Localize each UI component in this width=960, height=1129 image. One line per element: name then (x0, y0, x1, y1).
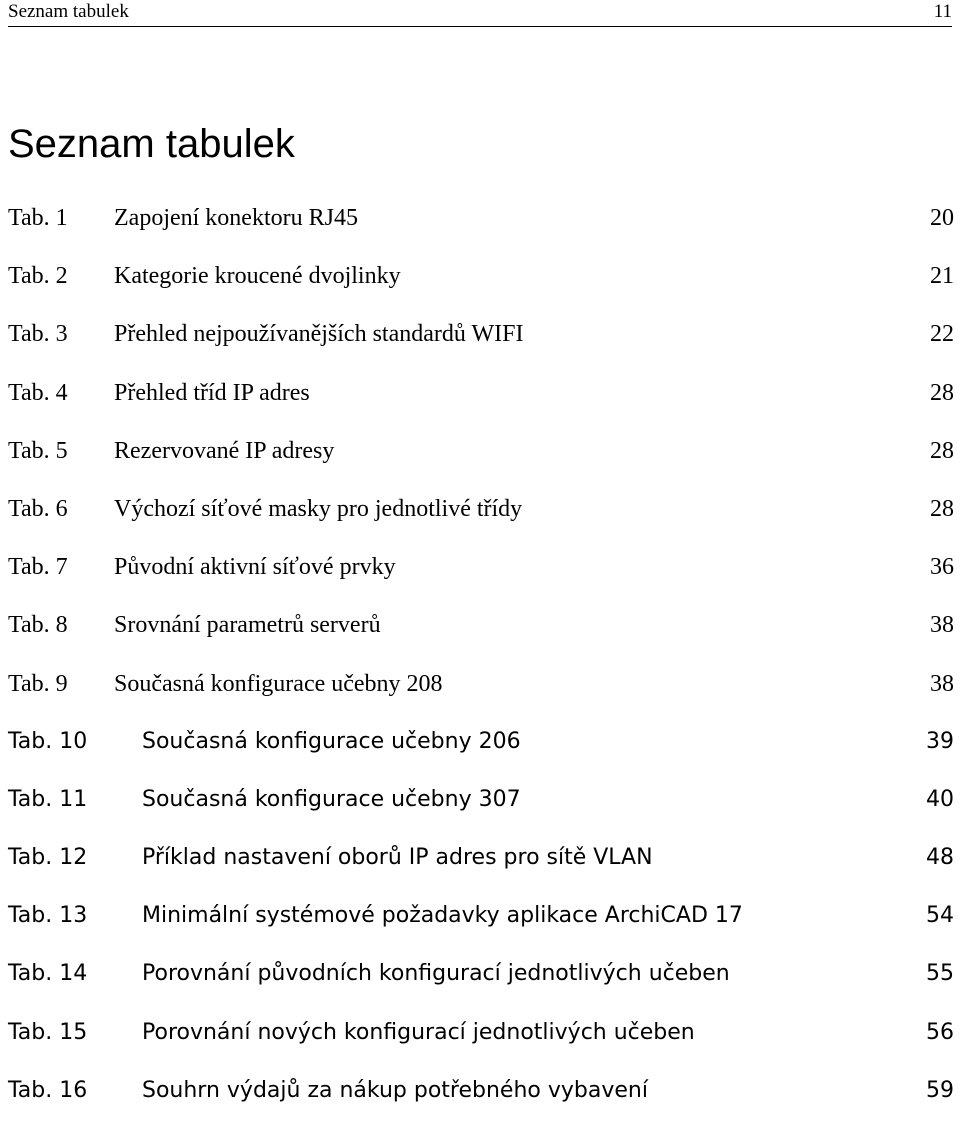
page-number: 36 (930, 554, 954, 581)
toc-entry[interactable] (8, 605, 954, 663)
toc-entry[interactable] (8, 896, 954, 954)
page-number: 39 (926, 728, 954, 754)
page-number: 28 (930, 437, 954, 464)
page-number: 38 (930, 670, 954, 697)
toc-entry[interactable] (8, 1013, 954, 1071)
page-number: 54 (926, 903, 954, 929)
table-number: Tab. 3 (8, 321, 68, 348)
table-caption: Současná konfigurace učebny 206 (142, 728, 521, 754)
table-number: Tab. 13 (8, 903, 88, 929)
table-number: Tab. 7 (8, 554, 68, 581)
table-number: Tab. 14 (8, 961, 88, 987)
page-number: 21 (930, 263, 954, 290)
list-of-tables (8, 198, 954, 1129)
table-caption: Zapojení konektoru RJ45 (114, 205, 358, 231)
toc-entry[interactable] (8, 314, 954, 372)
table-number: Tab. 8 (8, 612, 68, 639)
table-number: Tab. 12 (8, 845, 88, 871)
table-caption: Rezervované IP adresy (114, 437, 335, 464)
table-number: Tab. 1 (8, 205, 68, 231)
page-number: 56 (926, 1019, 954, 1045)
toc-entry[interactable] (8, 664, 954, 722)
table-caption: Porovnání původních konfigurací jednotlivých učeben (142, 961, 730, 987)
page-number: 20 (930, 205, 954, 231)
toc-entry[interactable] (8, 489, 954, 547)
table-number: Tab. 16 (8, 1077, 88, 1103)
table-caption: Minimální systémové požadavky aplikace ArchiCAD 17 (142, 903, 743, 929)
table-caption: Srovnání parametrů serverů (114, 612, 381, 639)
page-number: 55 (926, 961, 954, 987)
table-caption: Souhrn výdajů za nákup potřebného vybavení (142, 1077, 648, 1103)
table-caption: Příklad nastavení oborů IP adres pro sítě VLAN (142, 845, 653, 871)
toc-entry[interactable] (8, 373, 954, 431)
table-caption: Přehled nejpoužívanějších standardů WIFI (114, 321, 524, 348)
table-caption: Přehled tříd IP adres (114, 379, 310, 406)
table-number: Tab. 6 (8, 495, 68, 522)
toc-entry[interactable] (8, 722, 954, 780)
table-caption: Výchozí síťové masky pro jednotlivé třídy (114, 495, 523, 522)
table-caption: Současná konfigurace učebny 307 (142, 786, 521, 812)
page-number: 48 (926, 845, 954, 871)
running-header (8, 0, 952, 27)
page-number: 38 (930, 612, 954, 639)
toc-entry[interactable] (8, 547, 954, 605)
page-number: 40 (926, 786, 954, 812)
table-number: Tab. 4 (8, 379, 68, 406)
toc-entry[interactable] (8, 198, 954, 256)
toc-entry[interactable] (8, 431, 954, 489)
table-caption: Současná konfigurace učebny 208 (114, 670, 443, 697)
toc-entry[interactable] (8, 838, 954, 896)
table-number: Tab. 10 (8, 728, 88, 754)
page-title: Seznam tabulek (8, 122, 295, 166)
page-number: 28 (930, 495, 954, 522)
table-number: Tab. 15 (8, 1019, 88, 1045)
table-number: Tab. 2 (8, 263, 68, 290)
table-number: Tab. 5 (8, 437, 68, 464)
table-number: Tab. 9 (8, 670, 68, 697)
page-number: 59 (926, 1077, 954, 1103)
table-caption: Kategorie kroucené dvojlinky (114, 263, 401, 290)
table-caption: Porovnání nových konfigurací jednotlivých učeben (142, 1019, 695, 1045)
running-header-title: Seznam tabulek (8, 1, 129, 22)
toc-entry[interactable] (8, 780, 954, 838)
running-header-page-number: 11 (933, 1, 952, 22)
table-number: Tab. 11 (8, 786, 88, 812)
page-number: 28 (930, 379, 954, 406)
page-number: 22 (930, 321, 954, 348)
toc-entry[interactable] (8, 954, 954, 1012)
table-caption: Původní aktivní síťové prvky (114, 554, 396, 581)
toc-entry[interactable] (8, 256, 954, 314)
toc-entry[interactable] (8, 1071, 954, 1129)
